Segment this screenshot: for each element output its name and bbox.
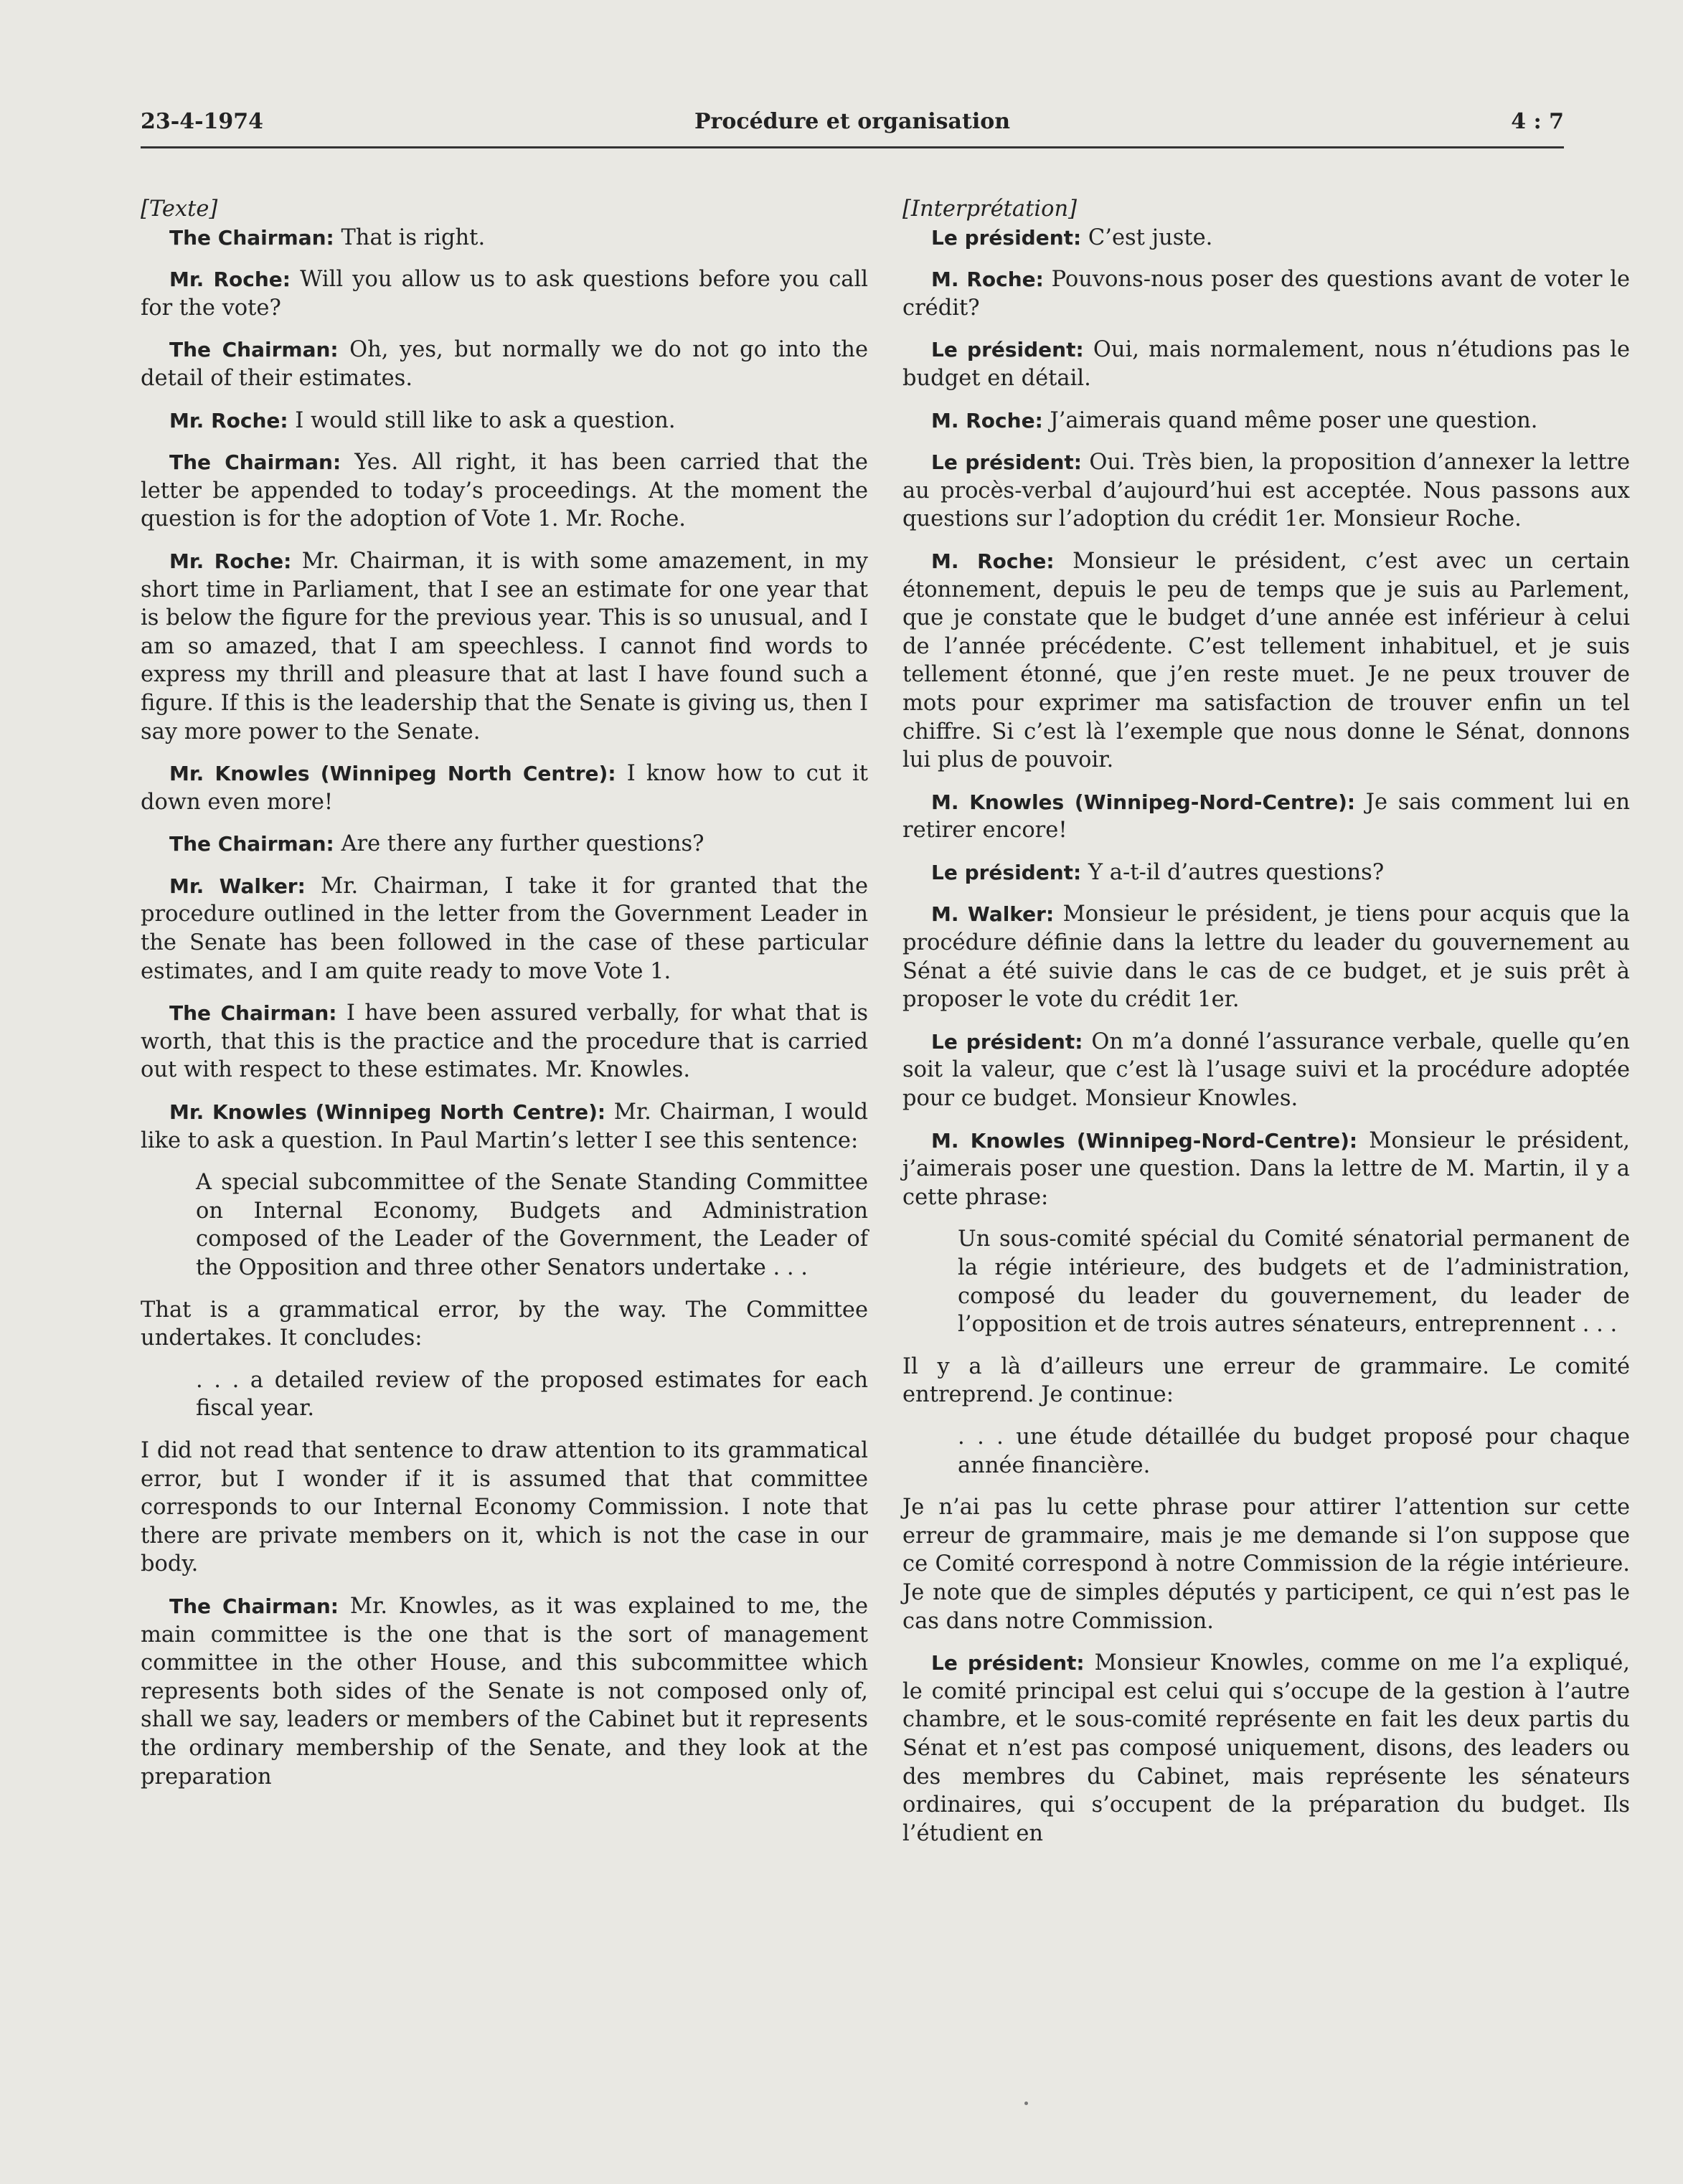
header-title: Procédure et organisation (694, 109, 1011, 134)
speaker-name: The Chairman: (169, 832, 334, 856)
column-label: [Texte] (141, 197, 218, 222)
speaker-name: The Chairman: (169, 225, 334, 250)
english-column (141, 195, 868, 1805)
speech-paragraph (902, 336, 1630, 392)
speaker-name: Le président: (931, 1029, 1083, 1054)
speech-paragraph (141, 872, 868, 985)
speech-paragraph (902, 448, 1630, 534)
page-header (141, 109, 1564, 148)
speaker-name: M. Knowles (Winnipeg-Nord-Centre): (931, 790, 1356, 814)
speech-text: I know how to cut it down even more! (141, 761, 868, 815)
speech-paragraph (141, 448, 868, 534)
speech-paragraph (141, 760, 868, 816)
speech-text: Monsieur le président, c’est avec un certain étonnement, depuis le peu de temps que je suis au Parlement, que je constate que le budget d’une année est inférieur à celui de l’année précédente. C’est tellement inhabituel, et je suis tellement étonné, que j’en reste muet. Je ne peux trouver de mots pour exprimer ma satisfaction de trouver enfin un tel chiffre. Si c’est là l’exemple que nous donne le Sénat, donnons lui plus de pouvoir. (902, 548, 1631, 773)
speech-paragraph (902, 1028, 1630, 1113)
speech-text: Mr. Chairman, I take it for granted that the procedure outlined in the letter from the Government Leader in the Senate has been followed in the case of these particular estimates, and I am quite ready to move Vote 1. (141, 873, 868, 984)
speech-paragraph (902, 1649, 1630, 1848)
speech-paragraph (902, 859, 1630, 887)
speech-text: Oh, yes, but normally we do not go into the detail of their estimates. (141, 337, 868, 391)
speech-text: I would still like to ask a question. (288, 407, 676, 433)
speech-text: Pouvons-nous poser des questions avant de voter le crédit? (902, 267, 1631, 321)
speech-paragraph (141, 1592, 868, 1791)
speaker-name: M. Roche: (931, 408, 1043, 432)
speech-text: Mr. Knowles, as it was explained to me, the main committee is the one that is the sort of management committee in the other House, and this subcommittee which represents both sides of the Senate is not composed only of, shall we say, leaders or members of the Cabinet but it represents the ordinary membership of the Senate, and they look at the preparation (141, 1593, 868, 1790)
speech-text: C’est juste. (1081, 224, 1213, 250)
quoted-text: Un sous-comité spécial du Comité sénatorial permanent de la régie intérieure, des budgets et de l’administration, composé du leader du gouvernement, du leader de l’opposition et de trois autres sénateurs, entreprennent . . . (958, 1226, 1630, 1338)
speech-paragraph (902, 407, 1630, 435)
speech-text: Will you allow us to ask questions before you call for the vote? (141, 267, 868, 321)
speaker-name: Mr. Roche: (169, 549, 292, 573)
speech-paragraph (902, 900, 1630, 1013)
speech-paragraph (141, 1098, 868, 1155)
paragraph: Je n’ai pas lu cette phrase pour attirer l’attention sur cette erreur de grammaire, mais je me demande si l’on suppose que ce Comité correspond à notre Commission de la régie intérieure. Je note que de simples députés y participent, ce qui n’est pas le cas dans notre Commission. (902, 1495, 1630, 1634)
speaker-name: Le président: (931, 860, 1082, 884)
speaker-name: M. Knowles (Winnipeg-Nord-Centre): (931, 1128, 1358, 1153)
speech-text: Je sais comment lui en retirer encore! (902, 789, 1631, 843)
speaker-name: The Chairman: (169, 338, 339, 362)
speech-text: I have been assured verbally, for what that is worth, that this is the practice and the procedure that is carried out with respect to these estimates. Mr. Knowles. (141, 1001, 868, 1083)
speaker-name: The Chairman: (169, 1001, 337, 1026)
speaker-name: M. Roche: (931, 268, 1044, 292)
header-date: 23-4-1974 (141, 109, 264, 134)
speaker-name: Mr. Roche: (169, 268, 291, 292)
quoted-text: A special subcommittee of the Senate Standing Committee on Internal Economy, Budgets and Administration composed of the Leader of the Government, the Leader of the Opposition and three other Senators undertake . . . (196, 1170, 868, 1280)
speech-paragraph (141, 999, 868, 1084)
speech-text: Yes. All right, it has been carried that the letter be appended to today’s proceedings. At the moment the question is for the adoption of Vote 1. Mr. Roche. (141, 450, 868, 532)
speech-text: Oui, mais normalement, nous n’étudions pas le budget en détail. (902, 337, 1631, 391)
speech-paragraph (902, 224, 1630, 252)
speech-text: Monsieur le président, j’aimerais poser une question. Dans la lettre de M. Martin, il y a cette phrase: (902, 1128, 1631, 1210)
speech-text: Mr. Chairman, it is with some amazement, in my short time in Parliament, that I see an estimate for one year that is below the figure for the previous year. This is so unusual, and I am so amazed, that I am speechless. I cannot find words to express my thrill and pleasure that at last I have found such a figure. If this is the leadership that the Senate is giving us, then I say more power to the Senate. (141, 548, 868, 744)
speech-text: Monsieur Knowles, comme on me l’a expliqué, le comité principal est celui qui s’occupe de la gestion à l’autre chambre, et le sous-comité représente en fait les deux partis du Sénat et n’est pas composé uniquement, disons, des leaders ou des membres du Cabinet, mais représente les sénateurs ordinaires, qui s’occupent de la préparation du budget. Ils l’étudient en (902, 1650, 1631, 1846)
speech-paragraph (141, 830, 868, 859)
speech-paragraph (141, 224, 868, 252)
speech-text: Monsieur le président, je tiens pour acquis que la procédure définie dans la lettre du leader du gouvernement au Sénat a été suivie dans le cas de ce budget, et je suis prêt à proposer le vote du crédit 1er. (902, 902, 1630, 1013)
speaker-name: The Chairman: (169, 1594, 339, 1618)
paragraph: I did not read that sentence to draw attention to its grammatical error, but I wonder if it is assumed that that committee corresponds to our Internal Economy Commission. I note that there are private members on it, which is not the case in our body. (141, 1437, 868, 1577)
speech-text: J’aimerais quand même poser une question. (1042, 407, 1538, 433)
speech-paragraph (141, 265, 868, 322)
speaker-name: Mr. Knowles (Winnipeg North Centre): (169, 762, 616, 786)
speaker-name: Le président: (931, 450, 1082, 475)
speaker-name: Le président: (931, 225, 1082, 250)
speech-paragraph (902, 788, 1630, 845)
speech-text: That is right. (334, 224, 486, 250)
speech-text: Are there any further questions? (334, 831, 704, 857)
speaker-name: Le président: (931, 1651, 1085, 1675)
speaker-name: Le président: (931, 338, 1084, 362)
speech-paragraph (141, 547, 868, 746)
speech-paragraph (902, 265, 1630, 322)
speech-paragraph (141, 407, 868, 435)
speech-text: Mr. Chairman, I would like to ask a question. In Paul Martin’s letter I see this sentence: (141, 1100, 868, 1153)
speaker-name: Mr. Knowles (Winnipeg North Centre): (169, 1100, 606, 1125)
speaker-name: Mr. Walker: (169, 874, 306, 898)
speech-text: Y a-t-il d’autres questions? (1081, 859, 1385, 885)
speech-text: Oui. Très bien, la proposition d’annexer la lettre au procès-verbal d’aujourd’hui est acceptée. Nous passons aux questions sur l’adoption du crédit 1er. Monsieur Roche. (902, 450, 1631, 532)
french-column (902, 195, 1630, 1861)
paragraph: That is a grammatical error, by the way. The Committee undertakes. It concludes: (141, 1297, 868, 1351)
speech-paragraph (141, 336, 868, 392)
speaker-name: The Chairman: (169, 450, 341, 475)
quoted-text: . . . une étude détaillée du budget proposé pour chaque année financière. (958, 1424, 1630, 1478)
column-label: [Interprétation] (902, 197, 1077, 222)
speaker-name: Mr. Roche: (169, 408, 288, 432)
speech-paragraph (902, 1127, 1630, 1212)
speaker-name: M. Walker: (931, 902, 1055, 927)
header-page-number: 4 : 7 (1511, 109, 1564, 134)
quoted-text: . . . a detailed review of the proposed estimates for each fiscal year. (196, 1367, 868, 1422)
speaker-name: M. Roche: (931, 549, 1055, 573)
speech-paragraph (902, 547, 1630, 775)
speech-text: On m’a donné l’assurance verbale, quelle qu’en soit la valeur, que c’est là l’usage suivi et la procédure adoptée pour ce budget. Monsieur Knowles. (902, 1029, 1630, 1112)
paragraph: Il y a là d’ailleurs une erreur de grammaire. Le comité entreprend. Je continue: (902, 1353, 1630, 1408)
page-mark (1024, 2102, 1028, 2105)
